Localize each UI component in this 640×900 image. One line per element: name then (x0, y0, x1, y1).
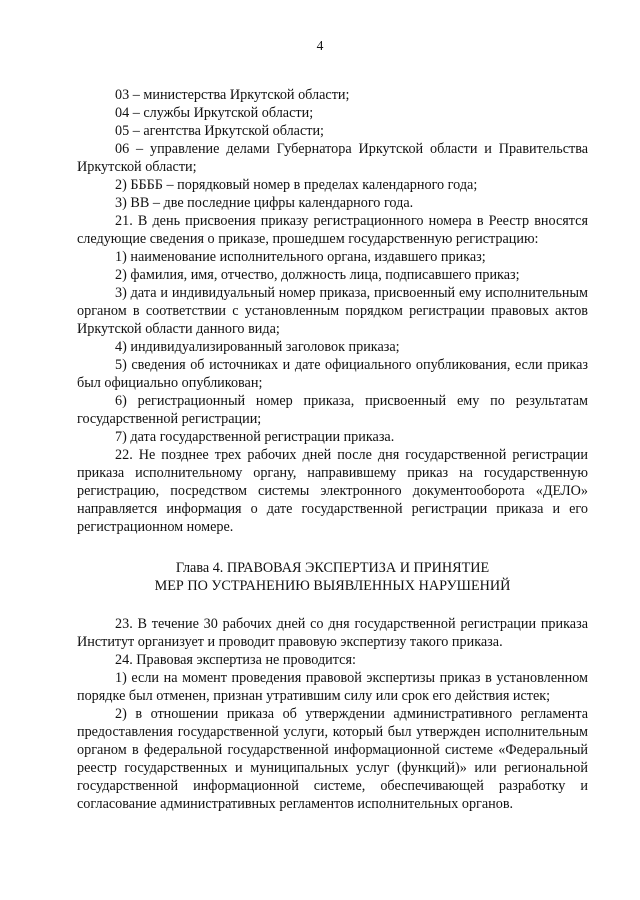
paragraph-code-04: 04 – службы Иркутской области; (115, 105, 314, 121)
list-item-21-2: 2) фамилия, имя, отчество, должность лица, подписавшего приказ; (115, 267, 520, 283)
chapter-heading-line-1: Глава 4. ПРАВОВАЯ ЭКСПЕРТИЗА И ПРИНЯТИЕ (175, 560, 490, 576)
list-item-21-1: 1) наименование исполнительного органа, издавшего приказ; (115, 249, 486, 265)
list-item-21-6: 6) регистрационный номер приказа, присвоенный ему по результатам государственной регистрации; (77, 393, 588, 427)
paragraph-vv: 3) ВВ – две последние цифры календарного года. (115, 195, 414, 211)
list-item-24-1: 1) если на момент проведения правовой экспертизы приказ в установленном порядке был отменен, признан утратившим силу или срок его действия истек; (77, 670, 588, 704)
paragraph-code-06: 06 – управление делами Губернатора Иркутской области и Правительства Иркутской области; (77, 141, 588, 175)
chapter-heading (77, 559, 588, 595)
paragraph-24: 24. Правовая экспертиза не проводится: (115, 652, 356, 668)
paragraph-23: 23. В течение 30 рабочих дней со дня государственной регистрации приказа Институт организует и проводит правовую экспертизу такого приказа. (77, 616, 588, 650)
chapter-heading-line-2: МЕР ПО УСТРАНЕНИЮ ВЫЯВЛЕННЫХ НАРУШЕНИЙ (154, 578, 511, 594)
list-item-24-2: 2) в отношении приказа об утверждении административного регламента предоставления государственной услуги, который был утвержден исполнительным органом в федеральной государственной информационной системе «Федеральный реестр государственных и муниципальных услуг (функций)» или региональной государственной информационной системе, обеспечивающей разработку и согласование административных регламентов исполнительных органов. (77, 706, 588, 812)
list-item-21-7: 7) дата государственной регистрации приказа. (115, 429, 395, 445)
document-body (77, 86, 588, 813)
paragraph-code-05: 05 – агентства Иркутской области; (115, 123, 324, 139)
list-item-21-5: 5) сведения об источниках и дате официального опубликования, если приказ был официально опубликован; (77, 357, 588, 391)
list-item-21-4: 4) индивидуализированный заголовок приказа; (115, 339, 400, 355)
paragraph-code-03: 03 – министерства Иркутской области; (115, 87, 350, 103)
paragraph-bbbb: 2) ББББ – порядковый номер в пределах календарного года; (115, 177, 478, 193)
paragraph-21: 21. В день присвоения приказу регистрационного номера в Реестр вносятся следующие сведения о приказе, прошедшем государственную регистрацию: (77, 213, 588, 247)
page-number: 4 (316, 38, 324, 53)
list-item-21-3: 3) дата и индивидуальный номер приказа, присвоенный ему исполнительным органом в соответствии с установленным порядком регистрации правовых актов Иркутской области данного вида; (77, 285, 588, 337)
paragraph-22: 22. Не позднее трех рабочих дней после дня государственной регистрации приказа исполнительному органу, направившему приказ на государственную регистрацию, посредством системы электронного документооборота «ДЕЛО» направляется информация о дате государственной регистрации приказа и его регистрационном номере. (77, 447, 588, 535)
